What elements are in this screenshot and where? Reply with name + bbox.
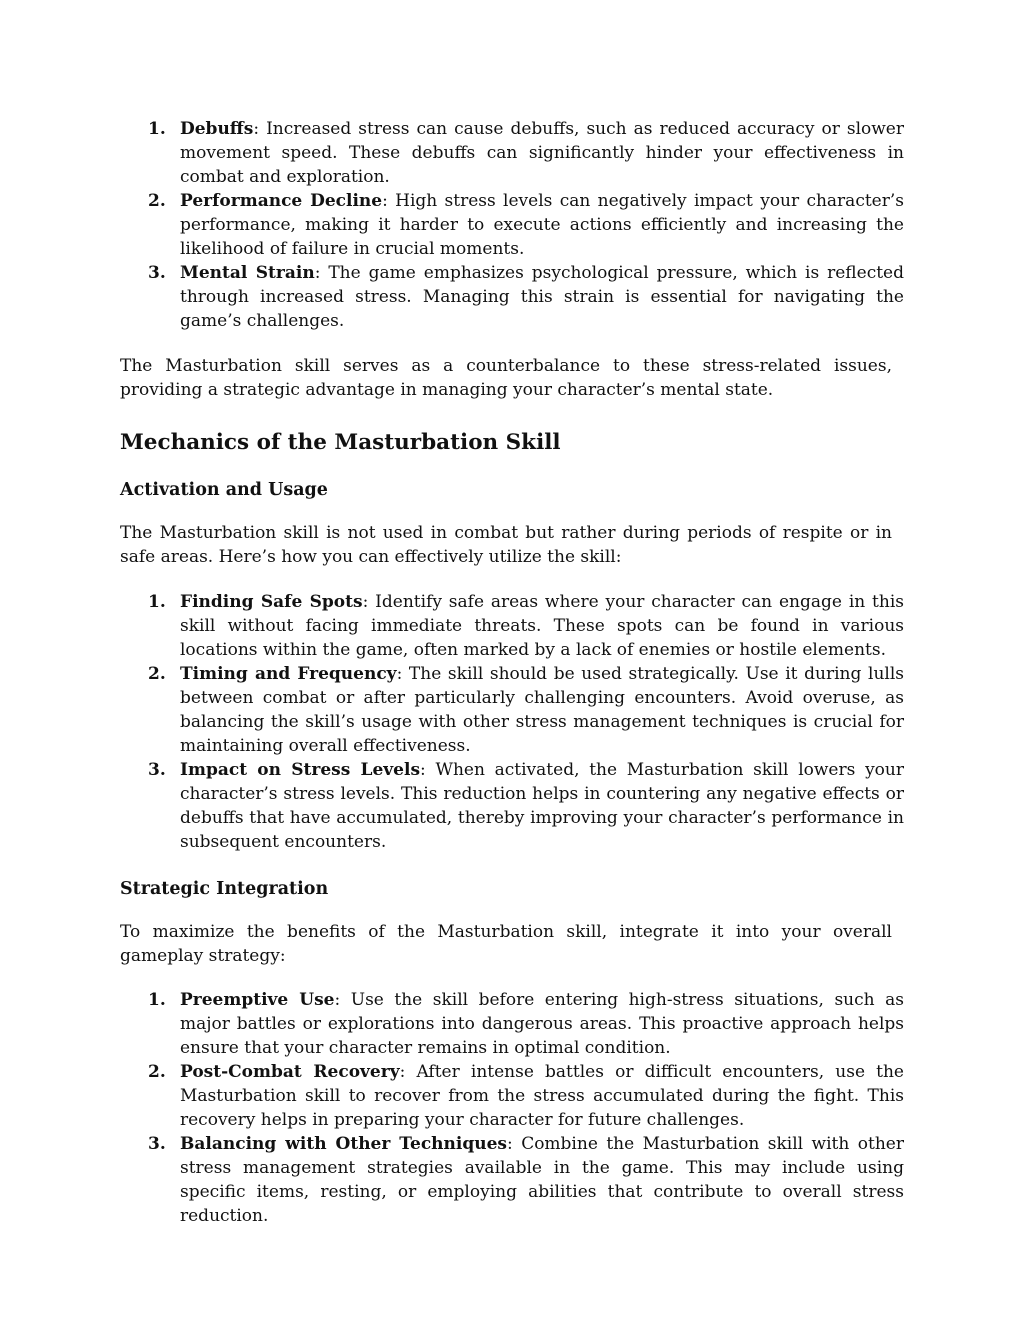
list-text: : The skill should be used strategically. Use it during lulls between combat or after particularly challenging encounters. Avoid overuse, as balancing the skill’s usage with other stress management techniques is crucial for maintaining overall effectiveness. (180, 664, 904, 756)
list-text: : After intense battles or difficult encounters, use the Masturbation skill to recover from the stress accumulated during the fight. This recovery helps in preparing your character for future challenges. (180, 1062, 904, 1130)
list-item (148, 1132, 904, 1228)
list-item (148, 662, 904, 758)
list-number: 1. (148, 592, 166, 612)
list-number: 2. (148, 191, 166, 211)
list-number: 3. (148, 263, 166, 283)
list-term: Impact on Stress Levels (180, 760, 421, 780)
list-term: Preemptive Use (180, 990, 335, 1010)
strategic-paragraph: To maximize the benefits of the Masturbation skill, integrate it into your overall gameplay strategy: (120, 922, 892, 966)
list-text: : When activated, the Masturbation skill lowers your character’s stress levels. This reduction helps in countering any negative effects or debuffs that have accumulated, thereby improving your character’s performance in subsequent encounters. (180, 760, 904, 852)
list-text: : Identify safe areas where your character can engage in this skill without facing immediate threats. These spots can be found in various locations within the game, often marked by a lack of enemies or hostile elements. (180, 592, 904, 660)
list-number: 2. (148, 1062, 166, 1082)
list-number: 1. (148, 119, 166, 139)
list-item (148, 261, 904, 333)
list-term: Timing and Frequency (180, 664, 397, 684)
list-term: Performance Decline (180, 191, 383, 211)
list-term: Debuffs (180, 119, 254, 139)
list-item (148, 758, 904, 854)
subheading-strategic: Strategic Integration (120, 879, 329, 899)
list-number: 3. (148, 1134, 166, 1154)
list-item (148, 117, 904, 189)
counterbalance-paragraph: The Masturbation skill serves as a counterbalance to these stress-related issues, providing a strategic advantage in managing your character’s mental state. (120, 356, 892, 400)
activation-paragraph: The Masturbation skill is not used in combat but rather during periods of respite or in safe areas. Here’s how you can effectively utilize the skill: (120, 523, 892, 567)
list-text: : Use the skill before entering high-stress situations, such as major battles or explorations into dangerous areas. This proactive approach helps ensure that your character remains in optimal condition. (180, 990, 904, 1058)
list-number: 1. (148, 990, 166, 1010)
strategic-list (148, 988, 904, 1228)
list-item (148, 590, 904, 662)
list-text: : High stress levels can negatively impact your character’s performance, making it harder to execute actions efficiently and increasing the likelihood of failure in crucial moments. (180, 191, 904, 259)
list-item (148, 189, 904, 261)
activation-list (148, 590, 904, 854)
list-item (148, 988, 904, 1060)
list-text: : Combine the Masturbation skill with other stress management strategies available in the game. This may include using specific items, resting, or employing abilities that contribute to overall stress reduction. (180, 1134, 904, 1226)
subheading-activation: Activation and Usage (120, 480, 328, 500)
list-number: 2. (148, 664, 166, 684)
list-number: 3. (148, 760, 166, 780)
section-heading-mechanics: Mechanics of the Masturbation Skill (120, 430, 561, 455)
list-item (148, 1060, 904, 1132)
list-term: Mental Strain (180, 263, 315, 283)
list-text: : Increased stress can cause debuffs, such as reduced accuracy or slower movement speed. These debuffs can significantly hinder your effectiveness in combat and exploration. (180, 119, 904, 187)
list-term: Balancing with Other Techniques (180, 1134, 507, 1154)
list-text: : The game emphasizes psychological pressure, which is reflected through increased stress. Managing this strain is essential for navigating the game’s challenges. (180, 263, 904, 331)
list-term: Finding Safe Spots (180, 592, 363, 612)
list-term: Post-Combat Recovery (180, 1062, 400, 1082)
stress-effects-list (148, 117, 904, 333)
